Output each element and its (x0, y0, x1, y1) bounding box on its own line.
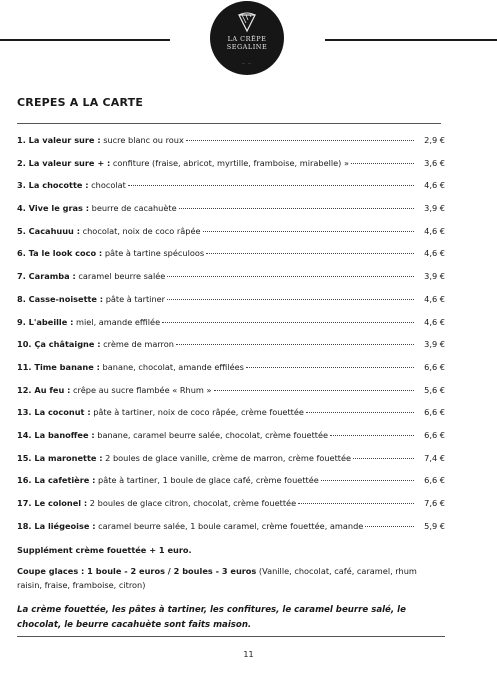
crepe-price: 3,9 € (424, 339, 445, 350)
crepe-ingredients: caramel beurre salée, 1 boule caramel, crème fouettée, amande (95, 520, 364, 531)
menu-item-text (17, 317, 160, 327)
crepe-ingredients: banane, chocolat, amande effilées (99, 361, 244, 372)
crepe-price: 5,9 € (424, 520, 445, 531)
crepe-ingredients: beurre de cacahuète (89, 203, 177, 214)
crepe-price: 6,6 € (424, 407, 445, 418)
menu-item (17, 339, 445, 362)
crepe-price: 7,4 € (424, 452, 445, 463)
crepe-name: 4. Vive le gras : (17, 203, 90, 214)
menu-item (17, 498, 445, 521)
menu-item-text (17, 453, 351, 463)
title-underline (17, 123, 441, 124)
dot-leader (330, 435, 414, 436)
crepe-price: 4,6 € (424, 316, 445, 327)
crepe-ingredients: banane, caramel beurre salée, chocolat, crème fouettée (94, 429, 329, 440)
dot-leader (167, 276, 414, 277)
crepe-price: 6,6 € (424, 475, 445, 486)
menu-item-text (17, 226, 201, 236)
dot-leader (128, 185, 414, 186)
crepe-name: 3. La chocotte : (17, 180, 89, 191)
menu-item-text (17, 248, 204, 258)
menu-item-text (17, 362, 244, 372)
footer-rule (17, 636, 445, 637)
menu-item-text (17, 498, 296, 508)
menu-item-text (17, 180, 126, 190)
dot-leader (176, 344, 414, 345)
dot-leader (162, 322, 414, 323)
crepe-name: 6. Ta le look coco : (17, 248, 103, 259)
ice-cream-pricing: Coupe glaces : 1 boule - 2 euros / 2 boules - 3 euros (17, 566, 257, 576)
dot-leader (306, 412, 414, 413)
dot-leader (214, 390, 415, 391)
crepe-ingredients: pâte à tartiner (103, 293, 166, 304)
supplement-note: Supplément crème fouettée + 1 euro. (17, 545, 192, 555)
crepe-ingredients: 2 boules de glace citron, chocolat, crème fouettée (87, 498, 297, 508)
crepe-name: 5. Cacahuuu : (17, 225, 81, 236)
crepe-name: 1. La valeur sure : (17, 135, 101, 145)
menu-item (17, 180, 445, 203)
crepe-ingredients: pâte à tartine spéculoos (102, 248, 205, 259)
crepe-name: 11. Time banane : (17, 361, 100, 372)
menu-item-text (17, 385, 212, 395)
crepe-name: 8. Casse-noisette : (17, 293, 104, 304)
menu-item-text (17, 430, 328, 440)
crepe-price: 4,6 € (424, 180, 445, 191)
header-rule-left (0, 39, 170, 41)
crepe-ingredients: crème de marron (100, 339, 174, 350)
menu-item (17, 475, 445, 498)
menu-item (17, 317, 445, 340)
header-rule-right (325, 39, 497, 41)
menu-item (17, 385, 445, 408)
page-number: 11 (243, 650, 254, 659)
menu-item-text (17, 407, 304, 417)
crepe-ingredients: crêpe au sucre flambée « Rhum » (70, 384, 212, 395)
menu-item-text (17, 135, 184, 145)
section-title: CREPES A LA CARTE (17, 96, 144, 109)
menu-item (17, 521, 445, 544)
crepe-ingredients: chocolat, noix de coco râpée (80, 225, 201, 236)
crepe-price: 7,6 € (424, 498, 445, 508)
crepe-name: 9. L'abeille : (17, 316, 74, 327)
crepe-name: 17. Le colonel : (17, 498, 88, 508)
menu-item (17, 407, 445, 430)
menu-item (17, 226, 445, 249)
crepe-price: 3,6 € (424, 157, 445, 168)
crepe-price: 2,9 € (424, 135, 445, 145)
dot-leader (206, 253, 414, 254)
crepe-price: 4,6 € (424, 225, 445, 236)
crepe-name: 16. La cafetière : (17, 475, 96, 486)
menu-item (17, 430, 445, 453)
menu-item-text (17, 475, 319, 485)
dot-leader (351, 163, 414, 164)
crepe-name: 13. La coconut : (17, 407, 91, 418)
menu-item (17, 362, 445, 385)
crepe-name: 18. La liégeoise : (17, 520, 96, 531)
ice-cream-flavors: (Vanille, chocolat, café, caramel, rhum raisin, fraise, framboise, citron) (17, 566, 417, 590)
crepe-price: 6,6 € (424, 429, 445, 440)
crepe-name: 10. Ça châtaigne : (17, 339, 101, 350)
crepe-ingredients: 2 boules de glace vanille, crème de marron, crème fouettée (102, 452, 352, 463)
crepe-name: 2. La valeur sure + : (17, 157, 111, 168)
crepe-ingredients: pâte à tartiner, 1 boule de glace café, crème fouettée (95, 475, 319, 486)
menu-item-text (17, 203, 177, 213)
crepe-ingredients: caramel beurre salée (75, 271, 166, 282)
menu-item-text (17, 521, 363, 531)
logo-name-line2: SEGALINE (226, 43, 268, 51)
menu-item-text (17, 294, 165, 304)
dot-leader (353, 458, 414, 459)
menu-item-text (17, 158, 349, 168)
crepe-price: 6,6 € (424, 361, 445, 372)
crepe-ingredients: chocolat (88, 180, 126, 191)
menu-item (17, 203, 445, 226)
dot-leader (203, 231, 414, 232)
homemade-note: La crème fouettée, les pâtes à tartiner, les confitures, le caramel beurre salé, le chocolat, le beurre cacahuète sont faits maison. (17, 605, 406, 630)
crepe-name: 15. La maronette : (17, 452, 103, 463)
logo-tagline: — — (242, 61, 252, 65)
creperie-logo (210, 1, 284, 75)
dot-leader (246, 367, 414, 368)
crepe-ingredients: confiture (fraise, abricot, myrtille, framboise, mirabelle) » (110, 157, 349, 168)
dot-leader (365, 526, 414, 527)
menu-item-text (17, 271, 165, 281)
menu-item (17, 248, 445, 271)
crepe-name: 7. Caramba : (17, 271, 76, 282)
crepe-price: 4,6 € (424, 293, 445, 304)
crepe-name: 12. Au feu : (17, 384, 71, 395)
crepe-cone-icon (237, 11, 257, 33)
crepe-price: 5,6 € (424, 384, 445, 395)
menu-item (17, 271, 445, 294)
dot-leader (179, 208, 414, 209)
crepe-ingredients: sucre blanc ou roux (100, 135, 184, 145)
crepe-price: 4,6 € (424, 248, 445, 259)
dot-leader (298, 503, 414, 504)
menu-item (17, 453, 445, 476)
dot-leader (186, 140, 414, 141)
menu-item (17, 294, 445, 317)
menu-item-text (17, 339, 174, 349)
dot-leader (167, 299, 414, 300)
menu-item (17, 158, 445, 181)
menu-item (17, 135, 445, 158)
crepe-price: 3,9 € (424, 271, 445, 282)
crepe-name: 14. La banoffee : (17, 429, 95, 440)
ice-cream-note (17, 565, 442, 592)
logo-name-line1: LA CRÊPE (227, 35, 267, 43)
crepe-ingredients: miel, amande effilée (73, 316, 161, 327)
crepe-menu-list (17, 135, 445, 543)
crepe-ingredients: pâte à tartiner, noix de coco râpée, crème fouettée (90, 407, 304, 418)
dot-leader (321, 480, 414, 481)
crepe-price: 3,9 € (424, 203, 445, 214)
